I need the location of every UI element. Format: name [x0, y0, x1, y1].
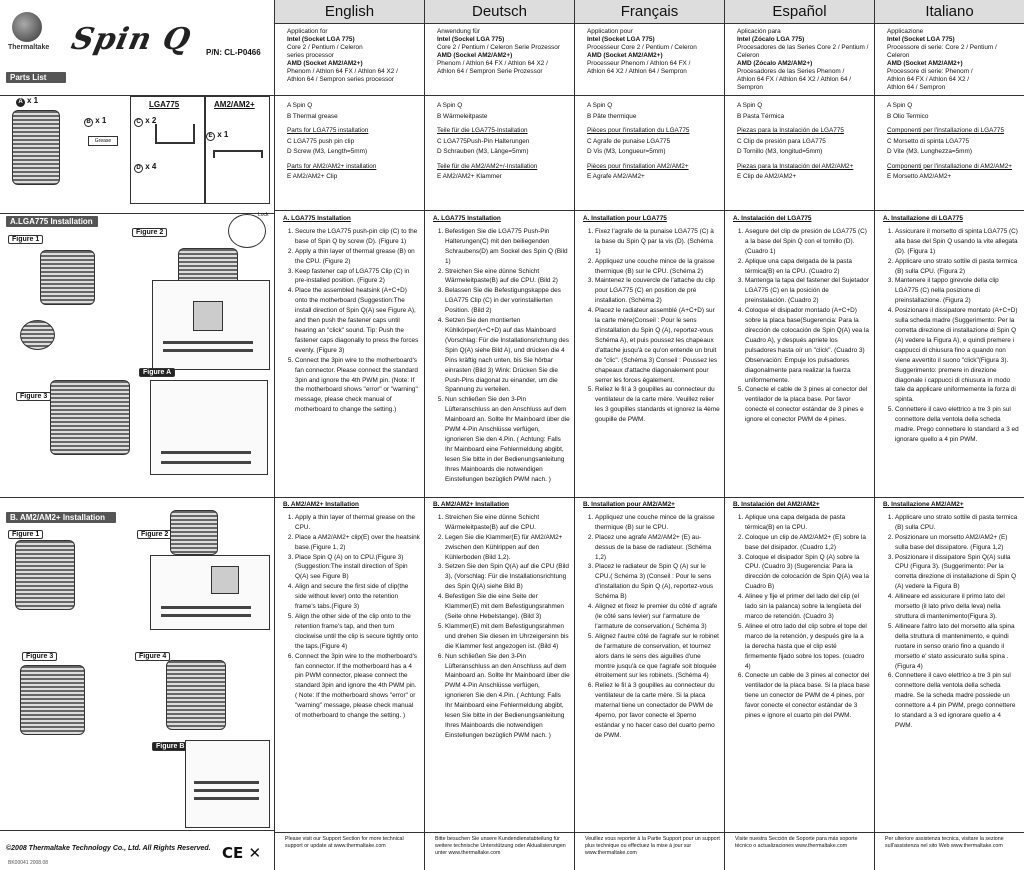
section-b-steps [733, 513, 870, 721]
instruction-step: 6. Connect the 3pin wire to the motherboard's fan connector. If the motherboard has a 4 pin PWM connector, please connect the standard 3pin and ignore the 4th PWM pin. ( Note: If the motherboard shows "error" or "warning" message, please check manual of motherboard to change the setting. ) [295, 652, 420, 721]
section-a-instructions [433, 214, 570, 484]
language-header: English [275, 0, 424, 24]
section-b-title: B. AM2/AM2+ Installation [6, 512, 116, 523]
instruction-step: 5. Klammer(E) mit dem Befestigungsrahmen und drehen Sie diesen im Uhrzeigersinn bis die Klammer fest angezogen ist. (Bild 4) [445, 622, 570, 652]
parts-line: D Screw (M3, Length=5mm) [287, 148, 368, 155]
instruction-step: 3. Keep fastener cap of LGA775 Clip (C) in pre-installed position. (Figure 2) [295, 267, 420, 287]
instruction-step: 3. Coloque el disipador Spin Q (A) sobre la CPU. (Cuadro 3) (Sugerencia: Para la dirección de colocación de Spin Q(A) vea la Cuadro B) [745, 553, 870, 593]
parts-line: Teile für die LGA775-Installation [437, 127, 528, 134]
application-line: Processore di serie: Phenom / [887, 68, 973, 75]
support-footer: Please visit our Support Section for more technical support or update at www.thermaltake.com [285, 836, 404, 849]
parts-list-title: Parts List [6, 72, 66, 83]
left-panel [0, 0, 275, 870]
application-line: AMD (Zócalo AM2/AM2+) [737, 60, 813, 67]
application-line: Intel (Zócalo LGA 775) [737, 36, 805, 43]
application-line: AMD (Socket AM2/AM2+) [587, 52, 663, 59]
section-a-heading: A. LGA775 Installation [283, 215, 351, 222]
instruction-step: 4. Coloque el disipador montado (A+C+D) sobre la placa base(Sugerencia: Para la dirección de colocación de Spin Q(A) vea la Cuadro A), y después apriete los pulsadores hasta oír un "click". (Cuadro 3) Observación: Empuje los pulsadores diagonalmente para realizar la fuerza uniformemente. [745, 306, 870, 385]
application-info [437, 28, 570, 76]
instruction-step: 5. Connect the 3pin wire to the motherboard's fan connector. Please connect the standard 3pin and ignore the 4th PWM pin. (Note: If the motherboard shows "error" or "warning" message, please check manual of motherboard to change the setting.) [295, 356, 420, 415]
parts-line: A Spin Q [287, 102, 313, 109]
application-line: Athlon 64 / Sempron series processor [287, 76, 394, 83]
application-line: Phenom / Athlon 64 FX / Athlon 64 X2 / [437, 60, 548, 67]
parts-line: D Schrauben (M3, Länge=5mm) [437, 148, 529, 155]
section-a-heading: A. Installation pour LGA775 [583, 215, 667, 222]
parts-line: C LGA775 push pin clip [287, 137, 355, 145]
application-line: Athlon 64 / Sempron [887, 84, 946, 91]
amd-column-label: AM2/AM2+ [214, 100, 255, 109]
instruction-step: 2. Posizionare un morsetto AM2/AM2+ (E) sulla base del dissipatore. (Figura 1,2) [895, 533, 1020, 553]
instruction-step: 4. Placez le radiateur assemblé (A+C+D) sur la carte mère(Conseil : Pour le sens d'installation du Spin Q (A), reportez-vous Schéma A), et puis poussez les chapeaux d'attache jusqu'à ce qu'on entende un bruit de "clic". (Schéma 3) Conseil : Poussez les chapeaux d'attache diagonalement pour serrer les forces également. [595, 306, 720, 385]
language-grid [275, 0, 1024, 870]
instruction-step: 1. Aplique una capa delgada de pasta térmica(B) en la CPU. [745, 513, 870, 533]
instruction-step: 2. Legen Sie die Klammer(E) für AM2/AM2+ zwischen den Kühlrippen auf den Kühlerboden (Bild 1,2). [445, 533, 570, 563]
application-line: Core 2 / Pentium / Celeron [287, 44, 363, 51]
parts-list [287, 101, 420, 183]
parts-line: E Agrafe AM2/AM2+ [587, 173, 645, 180]
instruction-step: 2. Placez une agrafe AM2/AM2+ (E) au-dessus de la base de radiateur. (Schéma 1,2) [595, 533, 720, 563]
instruction-step: 5. Reliez le fil à 3 goupilles au connecteur du ventilateur de la carte mère. Veuillez relier les 3 goupilles standards et ignorez la 4ème goupille de PWM. [595, 385, 720, 425]
application-line: Processore di serie: Core 2 / Pentium / Celeron [887, 44, 997, 59]
instruction-step: 5. Nun schließen Sie den 3-Pin Lüfteranschluss an den Anschluss auf dem Mainboard an. Sollte Ihr Mainboard über die PWM 4-Pin Anschlüsse verfügen, ignorieren Sie den 4.Pin. ( Achtung: Falls Ihr Mainboard eine Fehlermeldung abgibt, lesen Sie bitte in der Bedienungsanleitung Ihres Mainboards die notwendigen Einstellungen bezüglich PWM nach. ) [445, 395, 570, 484]
parts-line: B Pasta Térmica [737, 112, 785, 120]
parts-line: C LGA775Push-Pin Halterungen [437, 137, 530, 145]
part-a: A x 1 [16, 96, 38, 107]
section-b-steps [433, 513, 570, 741]
application-line: Application for [287, 28, 328, 35]
instruction-step: 4. Setzen Sie den montierten Kühlkörper(A+C+D) auf das Mainboard (Vorschlag: Für die Installationsrichtung des Spin Q(A) siehe Bild A), und drücken die 4 Pins kräftig nach unten, bis Sie hörbar einrasten (Bild 3) Wink: Drücken Sie die Push-Pins diagonal zu einander, um die Spannung zu verteilen. [445, 316, 570, 395]
section-b-steps [883, 513, 1020, 731]
section-a-heading: A. Instalación del LGA775 [733, 215, 812, 222]
parts-line: Pièces pour l'installation AM2/AM2+ [587, 162, 689, 170]
application-line: Athlon 64 X2 / Athlon 64 / Sempron [587, 68, 687, 75]
application-line: Anwendung für [437, 28, 480, 35]
fig-a3-heatsink [50, 380, 130, 455]
parts-line: E AM2/AM2+ Clip [287, 173, 338, 180]
amd-clip-image [213, 150, 263, 158]
instruction-step: 3. Maintenez le couvercle de l'attache du clip pour LGA775 (C) en position de pré installation. (Schéma 2) [595, 276, 720, 306]
support-footer: Per ulteriore assistenza tecnica, visitare la sezione sull'assistenza nel sito Web www.thermaltake.com [885, 836, 1004, 849]
application-line: Procesadores de las Series Core 2 / Pentium / Celeron [737, 44, 869, 59]
instruction-step: 3. Setzen Sie den Spin Q(A) auf die CPU (Bild 3), (Vorschlag: Für die Installationsrichtung des Spin Q(A) siehe Bild B) [445, 562, 570, 592]
fig-b3-label: Figure 3 [22, 652, 57, 661]
instruction-step: 6. Nun schließen Sie den 3-Pin Lüfteranschluss an den Anschluss auf dem Mainboard an. Sollte Ihr Mainboard über die PWM 4-Pin Anschlüsse verfügen, ignorieren Sie den 4.Pin. ( Achtung: Falls Ihr Mainboard eine Fehlermeldung abgibt, lesen Sie bitte in der Bedienungsanleitung Ihres Mainboards die notwendigen Einstellungen bezüglich PWM nach. ) [445, 652, 570, 741]
instruction-step: 5. Align the other side of the clip onto to the retention frame's tap, and then turn clockwise until the clip is secure tightly onto the taps.(Figure 4) [295, 612, 420, 652]
instruction-step: 4. Alignez et fixez le premier du côté d' agrafe (le côté sans levier) sur l'armature de l'armature de conservation.( Schéma 3) [595, 602, 720, 632]
figure-b-label: Figure B [152, 742, 188, 751]
instruction-step: 2. Aplique una capa delgada de la pasta térmica(B) en la CPU. (Cuadro 2) [745, 257, 870, 277]
application-line: Intel (Sockel LGA 775) [437, 36, 505, 43]
doc-code: BK00041 2008.08 [8, 860, 49, 866]
part-c: C x 2 [134, 116, 156, 127]
instruction-step: 3. Belassen Sie die Befestigungskappe des LGA775 Clip (C) in der vorinstallierten Position. (Bild 2) [445, 286, 570, 316]
section-a-heading: A. LGA775 Installation [433, 215, 501, 222]
parts-line: D Vite (M3, Lunghezza=5mm) [887, 148, 972, 155]
parts-line: C Agrafe de punaise LGA775 [587, 137, 671, 145]
part-number: P/N: CL-P0466 [206, 48, 261, 57]
parts-line: Piezas para la Instalación de LGA775 [737, 127, 844, 134]
instruction-step: 5. Alinee el otro lado del clip sobre el tope del marco de la retención, y después gire la a la derecha hasta que el clip esté firmemente fijado sobre los topes. (cuadro 4) [745, 622, 870, 672]
parts-list [587, 101, 720, 183]
parts-line: D Tornillo (M3, longitud=5mm) [737, 148, 823, 155]
parts-list [437, 101, 570, 183]
parts-line: Piezas para la Instalación del AM2/AM2+ [737, 162, 854, 170]
fig-a2-label: Figure 2 [132, 228, 167, 237]
part-b: B x 1 [84, 116, 106, 127]
application-line: Sempron [737, 84, 763, 91]
heatsink-image [12, 110, 60, 185]
part-e: E x 1 [206, 130, 228, 141]
section-b-heading: B. AM2/AM2+ Installation [283, 501, 359, 508]
application-line: Applicazione [887, 28, 924, 35]
fig-b2-board [150, 555, 270, 630]
company-name: Thermaltake [8, 44, 50, 51]
copyright: ©2008 Thermaltake Technology Co., Ltd. All Rights Reserved. [6, 845, 211, 852]
parts-line: B Wärmeleitpaste [437, 112, 488, 120]
fig-a2-board [152, 280, 270, 370]
instruction-step: 3. Posizionare il dissipatore Spin Q(A) sulla CPU (Figura 3). (Suggerimento: Per la corretta direzione di installazione di Spin Q (A) vedere la Figura B) [895, 553, 1020, 593]
lga775-parts-box [130, 96, 205, 204]
application-line: Phenom / Athlon 64 FX / Athlon 64 X2 / [287, 68, 398, 75]
application-line: Procesadores de las Series Phenom / [737, 68, 845, 75]
instruction-step: 2. Applicare uno strato sottile di pasta termica (B) sulla CPU. (Figura 2) [895, 257, 1020, 277]
section-a-steps [433, 227, 570, 485]
application-line: Athlon 64 FX / Athlon 64 X2 / Athlon 64 / [737, 76, 852, 83]
instruction-step: 1. Appliquez une couche mince de la graisse thermique (B) sur le CPU. [595, 513, 720, 533]
application-line: series processor [287, 52, 334, 59]
instruction-step: 4. Alinee y fije el primer del lado del clip (el lado sin la palanca) sobre la lengüeta del marco de retención. (Cuadro 3) [745, 592, 870, 622]
instruction-step: 1. Asegure del clip de presión de LGA775 (C) a la base del Spin Q con el tornillo (D). (Cuadro 1) [745, 227, 870, 257]
parts-line: B Pâte thermique [587, 112, 637, 120]
fig-a1-detail [20, 320, 55, 350]
instruction-step: 3. Place Spin Q (A) on to CPU.(Figure 3) (Suggestion:The install direction of Spin Q(A) see Figure B) [295, 553, 420, 583]
product-name: Spin Q [68, 22, 195, 57]
language-header: Italiano [875, 0, 1024, 24]
parts-line: A Spin Q [437, 102, 463, 109]
section-b-instructions [733, 500, 870, 721]
section-b-instructions [283, 500, 420, 721]
instruction-step: 1. Applicare uno strato sottile di pasta termica (B) sulla CPU. [895, 513, 1020, 533]
application-line: Aplicación para [737, 28, 781, 35]
application-line: AMD (Sockel AM2/AM2+) [437, 52, 513, 59]
fig-a1-label: Figure 1 [8, 235, 43, 244]
brand-header [6, 8, 271, 64]
fig-b3-heatsink [20, 665, 85, 735]
instruction-step: 3. Mantenga la tapa del fastener del Sujetador LGA775 (C) en la posición de preinstalación. (Cuadro 2) [745, 276, 870, 306]
instruction-step: 1. Assicurare il morsetto di spinta LGA775 (C) alla base del Spin Q usando la vite allegata (D). (Figura 1) [895, 227, 1020, 257]
parts-line: A Spin Q [887, 102, 913, 109]
column-english [275, 0, 425, 870]
section-a-instructions [583, 214, 720, 425]
instruction-step: 5. Allineare l'altro lato del morsetto alla spina della struttura di mantenimento, e quindi ruotare in senso orario fino a quando il morsetto e' stato assicurato sulla spina .(Figura 4) [895, 622, 1020, 672]
application-line: Intel (Socket LGA 775) [287, 36, 355, 43]
lock-detail [228, 214, 266, 248]
application-info [887, 28, 1020, 92]
parts-line: E Morsetto AM2/AM2+ [887, 173, 952, 180]
parts-line: A Spin Q [587, 102, 613, 109]
grease-packet: Grease [88, 136, 118, 146]
application-info [587, 28, 720, 76]
application-line: Processeur Core 2 / Pentium / Celeron [587, 44, 697, 51]
language-header: Français [575, 0, 724, 24]
thermaltake-logo-icon [12, 12, 42, 42]
instruction-step: 3. Mantenere il tappo girevole della clip LGA775 (C) nella posizione di preinstallazione. (Figura 2) [895, 276, 1020, 306]
section-a-steps [583, 227, 720, 425]
instruction-step: 1. Fixez l'agrafe de la punaise LGA775 (C) à la base du Spin Q par la vis (D). (Schéma 1) [595, 227, 720, 257]
parts-line: E Clip de AM2/AM2+ [737, 173, 797, 180]
instruction-step: 2. Apply a thin layer of thermal grease (B) on the CPU. (Figure 2) [295, 247, 420, 267]
part-d: D x 4 [134, 162, 156, 173]
instruction-step: 3. Placez le radiateur de Spin Q (A) sur le CPU.( Schéma 3) (Conseil : Pour le sens d'installation du Spin Q (A), reportez-vous Schéma B) [595, 562, 720, 602]
instruction-step: 1. Befestigen Sie die LGA775 Push-Pin Halterungen(C) mit den beiliegenden Schraubens(D) am Sockel des Spin Q (Bild 1) [445, 227, 570, 267]
section-b-instructions [883, 500, 1020, 731]
parts-line: B Olio Termico [887, 112, 929, 120]
parts-line: Parts for AM2/AM2+ installation [287, 162, 377, 170]
parts-line: Componenti per l'installazione di AM2/AM2+ [887, 162, 1013, 170]
fig-b1-label: Figure 1 [8, 530, 43, 539]
instruction-step: 4. Allineare ed assicurare il primo lato del morsetto (il lato privo della leva) nella struttura di mantenimento(Figura 3). [895, 592, 1020, 622]
parts-line: A Spin Q [737, 102, 763, 109]
section-b-steps [583, 513, 720, 741]
parts-line: E AM2/AM2+ Klammer [437, 173, 502, 180]
instruction-step: 4. Befestigen Sie die eine Seite der Klammer(E) mit dem Befestigungsrahmen (Seite ohne Hebelstange). (Bild 3) [445, 592, 570, 622]
parts-line: C Clip de presión para LGA775 [737, 137, 826, 145]
parts-line: Parts for LGA775 installation [287, 127, 369, 134]
figure-a-label: Figure A [139, 368, 175, 377]
section-b-instructions [433, 500, 570, 741]
application-line: Athlon 64 FX / Athlon 64 X2 / [887, 76, 970, 83]
fig-a3-board [150, 380, 268, 475]
section-b-steps [283, 513, 420, 721]
ce-mark-icon: CE ✕ [222, 844, 262, 862]
application-info [737, 28, 870, 92]
support-footer: Veuillez vous reporter à la Partie Support pour un support plus technique ou effectuez la mise à jour sur www.thermaltake.com [585, 836, 720, 856]
application-line: AMD (Socket AM2/AM2+) [287, 60, 363, 67]
instruction-step: 6. Reliez le fil à 3 goupilles au connecteur du ventilateur de la carte mère. Si la placa maternal tiene un conectador de PWM de 4perno, por favor conecte el 3perno estándar y no hacer caso del cuarto perno de PWM. [595, 681, 720, 740]
section-b-heading: B. Installation pour AM2/AM2+ [583, 501, 675, 508]
section-b-heading: B. AM2/AM2+ Installation [433, 501, 509, 508]
section-b-heading: B. Instalación del AM2/AM2+ [733, 501, 820, 508]
divider [0, 830, 275, 831]
instruction-step: 6. Connettere il cavo elettrico a tre 3 pin sul connettore della ventola della scheda madre. Se la scheda madre possiede un connettore a 4 pin PWM, prego connettere lo standard a 3 ed ignorare quello a 4 PWM. [895, 671, 1020, 730]
section-a-steps [733, 227, 870, 425]
application-line: Core 2 / Pentium / Celeron Serie Prozessor [437, 44, 560, 51]
section-a-instructions [883, 214, 1020, 445]
instruction-step: 2. Appliquez une couche mince de la graisse thermique (B) sur le CPU. (Schéma 2) [595, 257, 720, 277]
fig-a3-label: Figure 3 [16, 392, 51, 401]
application-line: Intel (Socket LGA 775) [887, 36, 955, 43]
support-footer: Visite nuestra Sección de Soporte para más soporte técnico o actualizaciones www.thermaltake.com [735, 836, 858, 849]
section-b-heading: B. Installazione AM2/AM2+ [883, 501, 964, 508]
application-line: Intel (Socket LGA 775) [587, 36, 655, 43]
fig-b4-label: Figure 4 [135, 652, 170, 661]
language-header: Español [725, 0, 874, 24]
column-italiano [875, 0, 1024, 870]
divider [0, 497, 275, 498]
section-b-instructions [583, 500, 720, 741]
lga775-column-label: LGA775 [149, 100, 180, 109]
parts-line: D Vis (M3, Longueur=5mm) [587, 148, 666, 155]
fig-b-board [185, 740, 270, 828]
instruction-step: 1. Secure the LGA775 push-pin clip (C) to the base of Spin Q by screw (D). (Figure 1) [295, 227, 420, 247]
parts-list [737, 101, 870, 183]
instruction-step: 4. Place the assembled heatsink (A+C+D) onto the motherboard (Suggestion:The install direction of Spin Q(A) see Figure A), and then push the fastener caps until hearing an "click" sound. Tip: Push the fastener caps diagonally to press the forces evenly. (Figure 3) [295, 286, 420, 355]
section-a-steps [883, 227, 1020, 445]
lga775-clip-image [155, 124, 195, 144]
application-info [287, 28, 420, 84]
section-a-heading: A. Installazione di LGA775 [883, 215, 963, 222]
instruction-step: 1. Streichen Sie eine dünne Schicht Wärmeleitpaste(B) auf die CPU. [445, 513, 570, 533]
instruction-step: 5. Connettere il cavo elettrico a tre 3 pin sul connettore della ventola della scheda madre. Prego connettere lo standard a 3 ed ignorare quello a 4 pin PWM. [895, 405, 1020, 445]
instruction-step: 5. Conecte el cable de 3 pines al conector del ventilador de la placa base. Por favor conecte el conector estándar de 3 pines e ignore el conector PWM de 4 pines. [745, 385, 870, 425]
instruction-step: 4. Posizionare il dissipatore montato (A+C+D) sulla scheda madre (Suggerimento: Per la corretta direzione di installazione di Spin Q (A) vedere la Figura A), e quindi premere i cappucci di chiusura fino a quando non viene avvertito il suono "click"(Figura 3). Suggerimento: premere in direzione diagonale i cappucci di chiusura in modo tale da applicare uniformemente la forza di spinta. [895, 306, 1020, 405]
lock-label: Lock [258, 212, 269, 218]
parts-line: B Thermal grease [287, 112, 338, 120]
section-a-instructions [283, 214, 420, 415]
section-a-title: A.LGA775 Installation [6, 216, 98, 227]
parts-line: Componenti per l'installazione di LGA775 [887, 127, 1005, 134]
column-deutsch [425, 0, 575, 870]
application-line: Processeur Phenom / Athlon 64 FX / [587, 60, 691, 67]
instruction-step: 2. Place a AM2/AM2+ clip(E) over the heatsink base.(Figure 1, 2) [295, 533, 420, 553]
fig-b1-heatsink [15, 540, 75, 610]
divider [0, 213, 275, 214]
parts-line: Teile für die AM2/AM2+/-Installation [437, 162, 538, 170]
instruction-step: 2. Coloque un clip de AM2/AM2+ (E) sobre la base del disipador. (Cuadro 1,2) [745, 533, 870, 553]
parts-line: C Morsetto di spinta LGA775 [887, 137, 970, 145]
application-line: Athlon 64 / Sempron Serie Prozessor [437, 68, 543, 75]
section-a-steps [283, 227, 420, 415]
instruction-step: 4. Align and secure the first side of clip(the side without lever) onto the retention frame's tabs.(Figure 3) [295, 582, 420, 612]
language-header: Deutsch [425, 0, 574, 24]
column-francais [575, 0, 725, 870]
application-line: AMD (Socket AM2/AM2+) [887, 60, 963, 67]
fig-b2-label: Figure 2 [137, 530, 172, 539]
parts-line: Pièces pour l'installation du LGA775 [587, 127, 690, 134]
fig-b4-heatsink [166, 660, 226, 730]
instruction-step: 2. Streichen Sie eine dünne Schicht Wärmeleitpaste(B) auf die CPU. (Bild 2) [445, 267, 570, 287]
parts-list [887, 101, 1020, 183]
instruction-step: 1. Apply a thin layer of thermal grease on the CPU. [295, 513, 420, 533]
instruction-step: 6. Conecte un cable de 3 pines al conector del ventilador de la placa base. Si la placa base tiene un conector de PWM de 4 pines, por favor conecte el conector estándar de 3 pines e ignore el cuarto pin del PWM. [745, 671, 870, 721]
column-espanol [725, 0, 875, 870]
section-a-instructions [733, 214, 870, 425]
application-line: Application pour [587, 28, 633, 35]
fig-b2-heatsink [170, 510, 218, 555]
support-footer: Bitte besuchen Sie unsere Kundendienstabteilung für weitere technische Unterstützung oder Aktualisierungen unter www.thermaltake.com [435, 836, 566, 856]
fig-a1-heatsink [40, 250, 95, 305]
instruction-step: 5. Alignez l'autre côté de l'agrafe sur le robinet de l'armature de conservation, et tournez alors dans le sens des aiguilles d'une montre jusqu'à ce que l'agrafe soit bloquée étroitement sur les robinets. (Schéma 4) [595, 632, 720, 682]
